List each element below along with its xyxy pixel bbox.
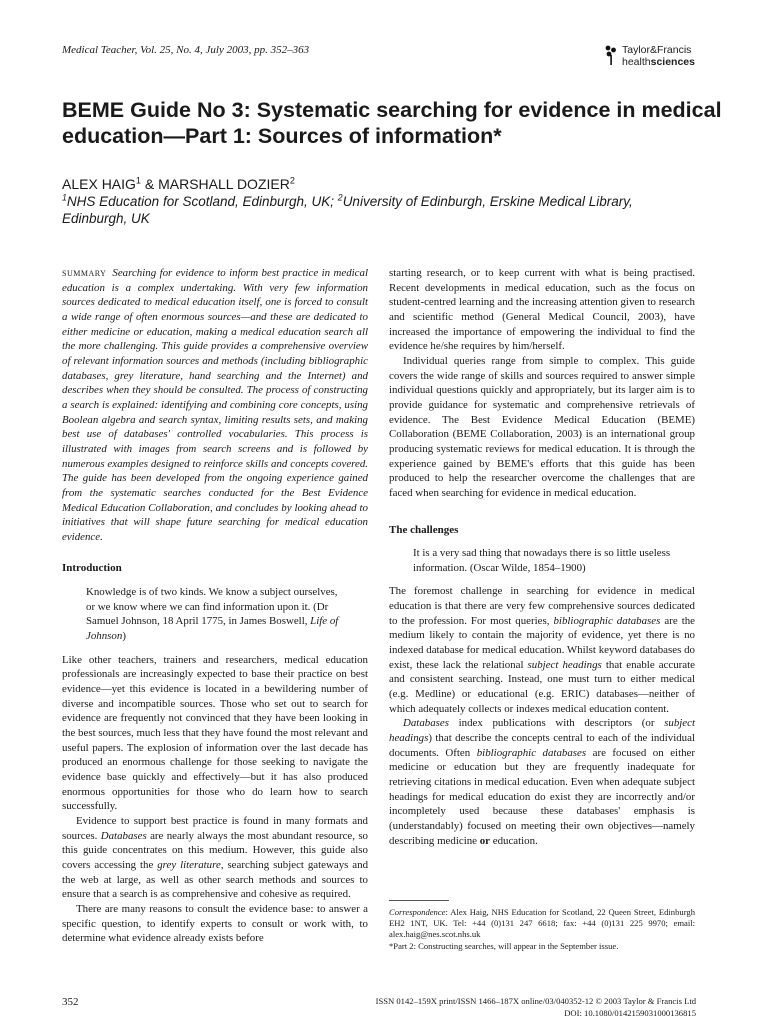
footer-issn [376,996,696,1019]
affiliation-superscript: 2 [337,192,343,203]
author-line [62,176,295,192]
summary-label: summary [62,267,107,279]
body-paragraph: starting research, or to keep current with what is being practised. Recent developments in medical education, such as the focus on student-centred learning and the increasing attention given to research and scientific method (General Medical Council, 2003), have increased the importance of empowering the individual to find the evidence he/she requires by him/herself. [389,267,695,353]
author-name: MARSHALL DOZIER [158,176,290,192]
summary-text: Searching for evidence to inform best practice in medical education is a complex undertaking. With very few information sources dedicated to medical education itself, one is forced to consult a wide range of often enormous sources—and these are dedicated to either medicine or education, making a medical education search all the more challenging. This guide provides a comprehensive overview of relevant information sources and methods (including bibliographic databases, grey literature, hand searching and the Internet) and describes when they should be consulted. The process of constructing a search is explained: identifying and combining core concepts, using Boolean algebra and search syntax, limiting results sets, and making best use of databases' controlled vocabularies. This process is illustrated with images from search screens and is followed by numerous examples designed to reinforce skills and concepts covered. The guide has been developed from the ongoing experience gained from the systematic searches conducted for the Best Evidence Medical Education Collaboration, and concludes by looking ahead to initiatives that will shape future searching for medical education evidence. [62,267,368,543]
body-paragraph [62,814,368,902]
article-title: BEME Guide No 3: Systematic searching for evidence in medical education—Part 1: Sources of information* [62,98,722,148]
affiliation-2: University of Edinburgh, Erskine Medical Library, Edinburgh, UK [62,194,633,226]
page-number: 352 [62,996,79,1008]
author-separator: & [140,176,159,192]
author-name: ALEX HAIG [62,176,136,192]
summary-paragraph [62,266,368,544]
affiliation-superscript: 1 [62,192,67,203]
footnote-divider [389,900,449,901]
correspondence-label: Correspondence [389,907,446,917]
italic-term: bibliographic databases [553,614,661,627]
italic-term: bibliographic databases [476,746,587,759]
text-run: The foremost challenge in searching for evidence in medical education is that there are very few comprehensive sources dedicated to the profession. For most queries, [389,585,695,627]
quote-book-title: Life of Johnson [86,615,339,643]
body-paragraph: There are many reasons to consult the evidence base: to answer a specific question, to identify experts to consult or work with, to determine what evidence already exists before [62,902,368,945]
publisher-sub-bold: sciences [650,56,695,68]
body-paragraph: Individual queries range from simple to complex. This guide covers the wide range of skills and sources required to answer simple individual questions quickly and appropriately, but its larger aim is to provide guidance for systematic and comprehensive retrievals of evidence. The Best Evidence Medical Education (BEME) Collaboration (BEME Collaboration, 2003) is an international group producing systematic reviews for medical education. It is through the experience gained by BEME's efforts that this guide has been produced to help the researcher overcome the challenges that are faced when searching for evidence in medical education. [389,354,695,499]
publisher-name: Taylor&Francis [622,44,692,56]
affiliations [62,194,662,227]
text-run: are focused on either medicine or education but they are frequently inadequate for retrieving citations in medical education. Even when adequate subject headings for medical education do exist they are incorrectly and/or incompletely used because these databases' emphasis is (understandably) focused on meeting their own objectives—namely describing medicine [389,746,695,847]
text-run: education. [490,834,538,847]
journal-citation: Medical Teacher, Vol. 25, No. 4, July 2003, pp. 352–363 [62,44,310,56]
correspondence-text: : Alex Haig, NHS Education for Scotland, 22 Queen Street, Edinburgh EH2 1NT, UK. Tel: +44 (0)131 247 6618; fax: +44 (0)131 225 9970; email: alex.haig@nes.scot.nhs.uk [389,907,695,940]
publisher-emblem-icon [604,44,618,66]
text-run: , searching subject gateways and the web at large, as well as other search methods and sources to ensure that a search is as comprehensive and cohesive as required. [62,858,369,901]
italic-term: Databases [100,829,147,842]
italic-term: grey literature [157,858,221,871]
quote-text: It is a very sad thing that nowadays there is so little useless information. (Oscar Wilde, 1854–1900) [413,547,671,574]
body-paragraph [389,584,695,716]
right-column [389,266,695,848]
body-paragraph [389,716,695,848]
section-heading-introduction: Introduction [62,562,122,575]
publisher-subname [622,56,695,68]
doi-line: DOI: 10.1080/0142159031000136815 [564,1007,696,1018]
epigraph-wilde [413,546,675,575]
text-run: index publications with descriptors (or [448,717,665,730]
left-column [62,266,368,946]
text-run: Evidence to support best practice is found in many formats and sources. [62,814,368,842]
text-run: are nearly always the most abundant resource, so this guide concentrates on this medium. However, this guide also covers accessing the [62,829,368,871]
text-run: are the medium likely to contain the majority of evidence, yet there is no indexed database for medical education. Whilst keyword databases do exist, these lack the relational [389,614,696,671]
affiliation-1: NHS Education for Scotland, Edinburgh, UK; [66,194,338,209]
footnote [389,907,695,952]
text-run: ) that describe the concepts central to each of the individual documents. Often [389,732,695,759]
quote-close: ) [122,630,126,643]
section-heading-challenges: The challenges [389,523,459,536]
bold-term: or [479,834,491,847]
epigraph-johnson [86,585,348,644]
issn-line: ISSN 0142–159X print/ISSN 1466–187X online/03/040352-12 © 2003 Taylor & Francis Ltd [375,996,696,1006]
italic-term: subject headings [389,717,695,745]
quote-text: Knowledge is of two kinds. We know a subject ourselves, or we know where we can find information upon it. (Dr Samuel Johnson, 18 April 1775, in James Boswell, [86,586,338,628]
publisher-sub-prefix: health [622,56,651,68]
body-paragraph: Like other teachers, trainers and researchers, medical education professionals are increasingly expected to base their practice on best evidence—yet this evidence is located in a bewildering number of diverse and incompatible sources. Those who set out to search for evidence are frequently not convinced that they have been looking in the best sources, much less that they have found the most relevant and useful papers. The explosion of information over the last decade has produced an enormous challenge for those seeking to navigate the evidence base quickly and effectively—but it has also produced enormous opportunities for those who do learn how to search successfully. [62,653,368,813]
part2-note: *Part 2: Constructing searches, will appear in the September issue. [389,940,619,951]
author-superscript: 1 [135,175,141,186]
text-run: that enable accurate and consistent searching. Instead, one must turn to either medical (e.g. Medline) or educational (e.g. ERIC) databases—neither of which adequately collects or indexes medical education content. [389,658,695,715]
correspondence-note [389,907,695,941]
italic-term: subject headings [527,658,602,671]
italic-term: Databases [403,717,449,730]
publisher-logo [604,44,695,68]
author-superscript: 2 [289,175,295,186]
